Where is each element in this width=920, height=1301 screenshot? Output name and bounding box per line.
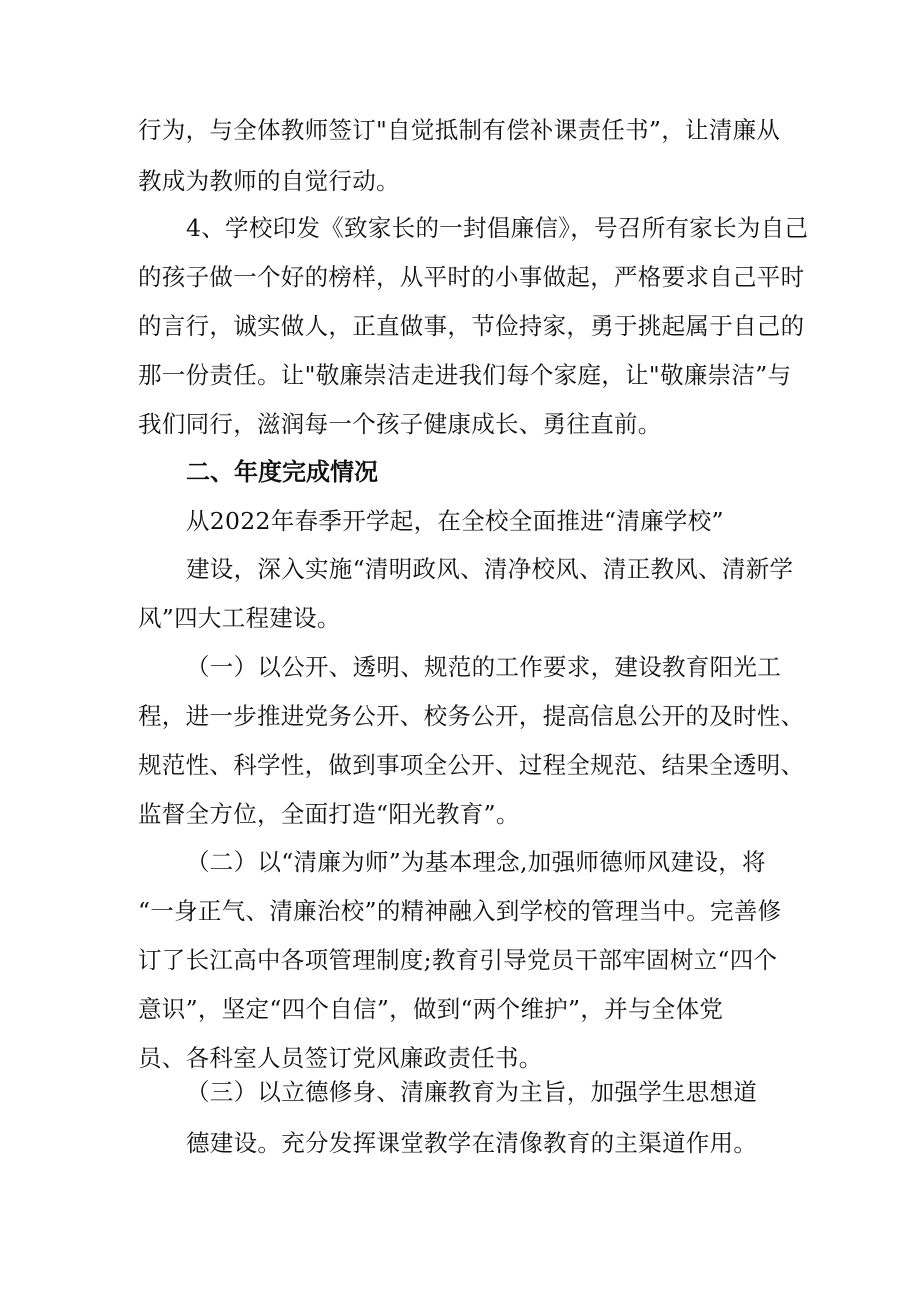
paragraph-line: 德建设。充分发挥课堂教学在清像教育的主渠道作用。	[186, 1129, 758, 1157]
paragraph-line: 风”四大工程建设。	[138, 604, 341, 632]
paragraph-line: 员、各科室人员签订党风廉政责任书。	[138, 1044, 543, 1072]
paragraph-line: （一）以公开、透明、规范的工作要求，建设教育阳光工	[186, 653, 781, 681]
paragraph-line: 规范性、科学性，做到事项全公开、过程全规范、结果全透明、	[138, 751, 805, 779]
paragraph-line: 订了长江高中各项管理制度;教育引导党员干部牢固树立“四个	[138, 946, 778, 974]
paragraph-line: 建设，深入实施“清明政风、清净校风、清正教风、清新学	[186, 555, 794, 583]
paragraph-line: “一身正气、清廉治校”的精神融入到学校的管理当中。完善修	[138, 897, 782, 925]
paragraph-line: 从2022年春季开学起，在全校全面推进“清廉学校”	[186, 507, 724, 535]
paragraph-line: 那一份责任。让"敬廉崇洁走进我们每个家庭，让"敬廉崇洁”与	[138, 361, 792, 389]
paragraph-line: 意识”，坚定“四个自信”，做到“两个维护”，并与全体党	[138, 995, 724, 1023]
paragraph-line: 的言行，诚实做人，正直做事，节俭持家，勇于挑起属于自己的	[138, 312, 805, 340]
paragraph-line: 的孩子做一个好的榜样，从平时的小事做起，严格要求自己平时	[138, 263, 805, 291]
section-heading: 二、年度完成情况	[186, 458, 378, 486]
paragraph-line: 4、学校印发《致家长的一封倡廉信》，号召所有家长为自己	[186, 214, 809, 242]
paragraph-line: 程，进一步推进党务公开、校务公开，提高信息公开的及时性、	[138, 702, 805, 730]
paragraph-line: （三）以立德修身、清廉教育为主旨，加强学生思想道	[186, 1078, 758, 1106]
paragraph-line: （二）以“清廉为师”为基本理念,加强师德师风建设，将	[186, 848, 766, 876]
paragraph-line: 行为，与全体教师签订"自觉抵制有偿补课责任书”，让清廉从	[138, 116, 781, 144]
paragraph-line: 我们同行，滋润每一个孩子健康成长、勇往直前。	[138, 410, 662, 438]
paragraph-line: 监督全方位，全面打造“阳光教育”。	[138, 800, 520, 828]
paragraph-line: 教成为教师的自觉行动。	[138, 167, 400, 195]
